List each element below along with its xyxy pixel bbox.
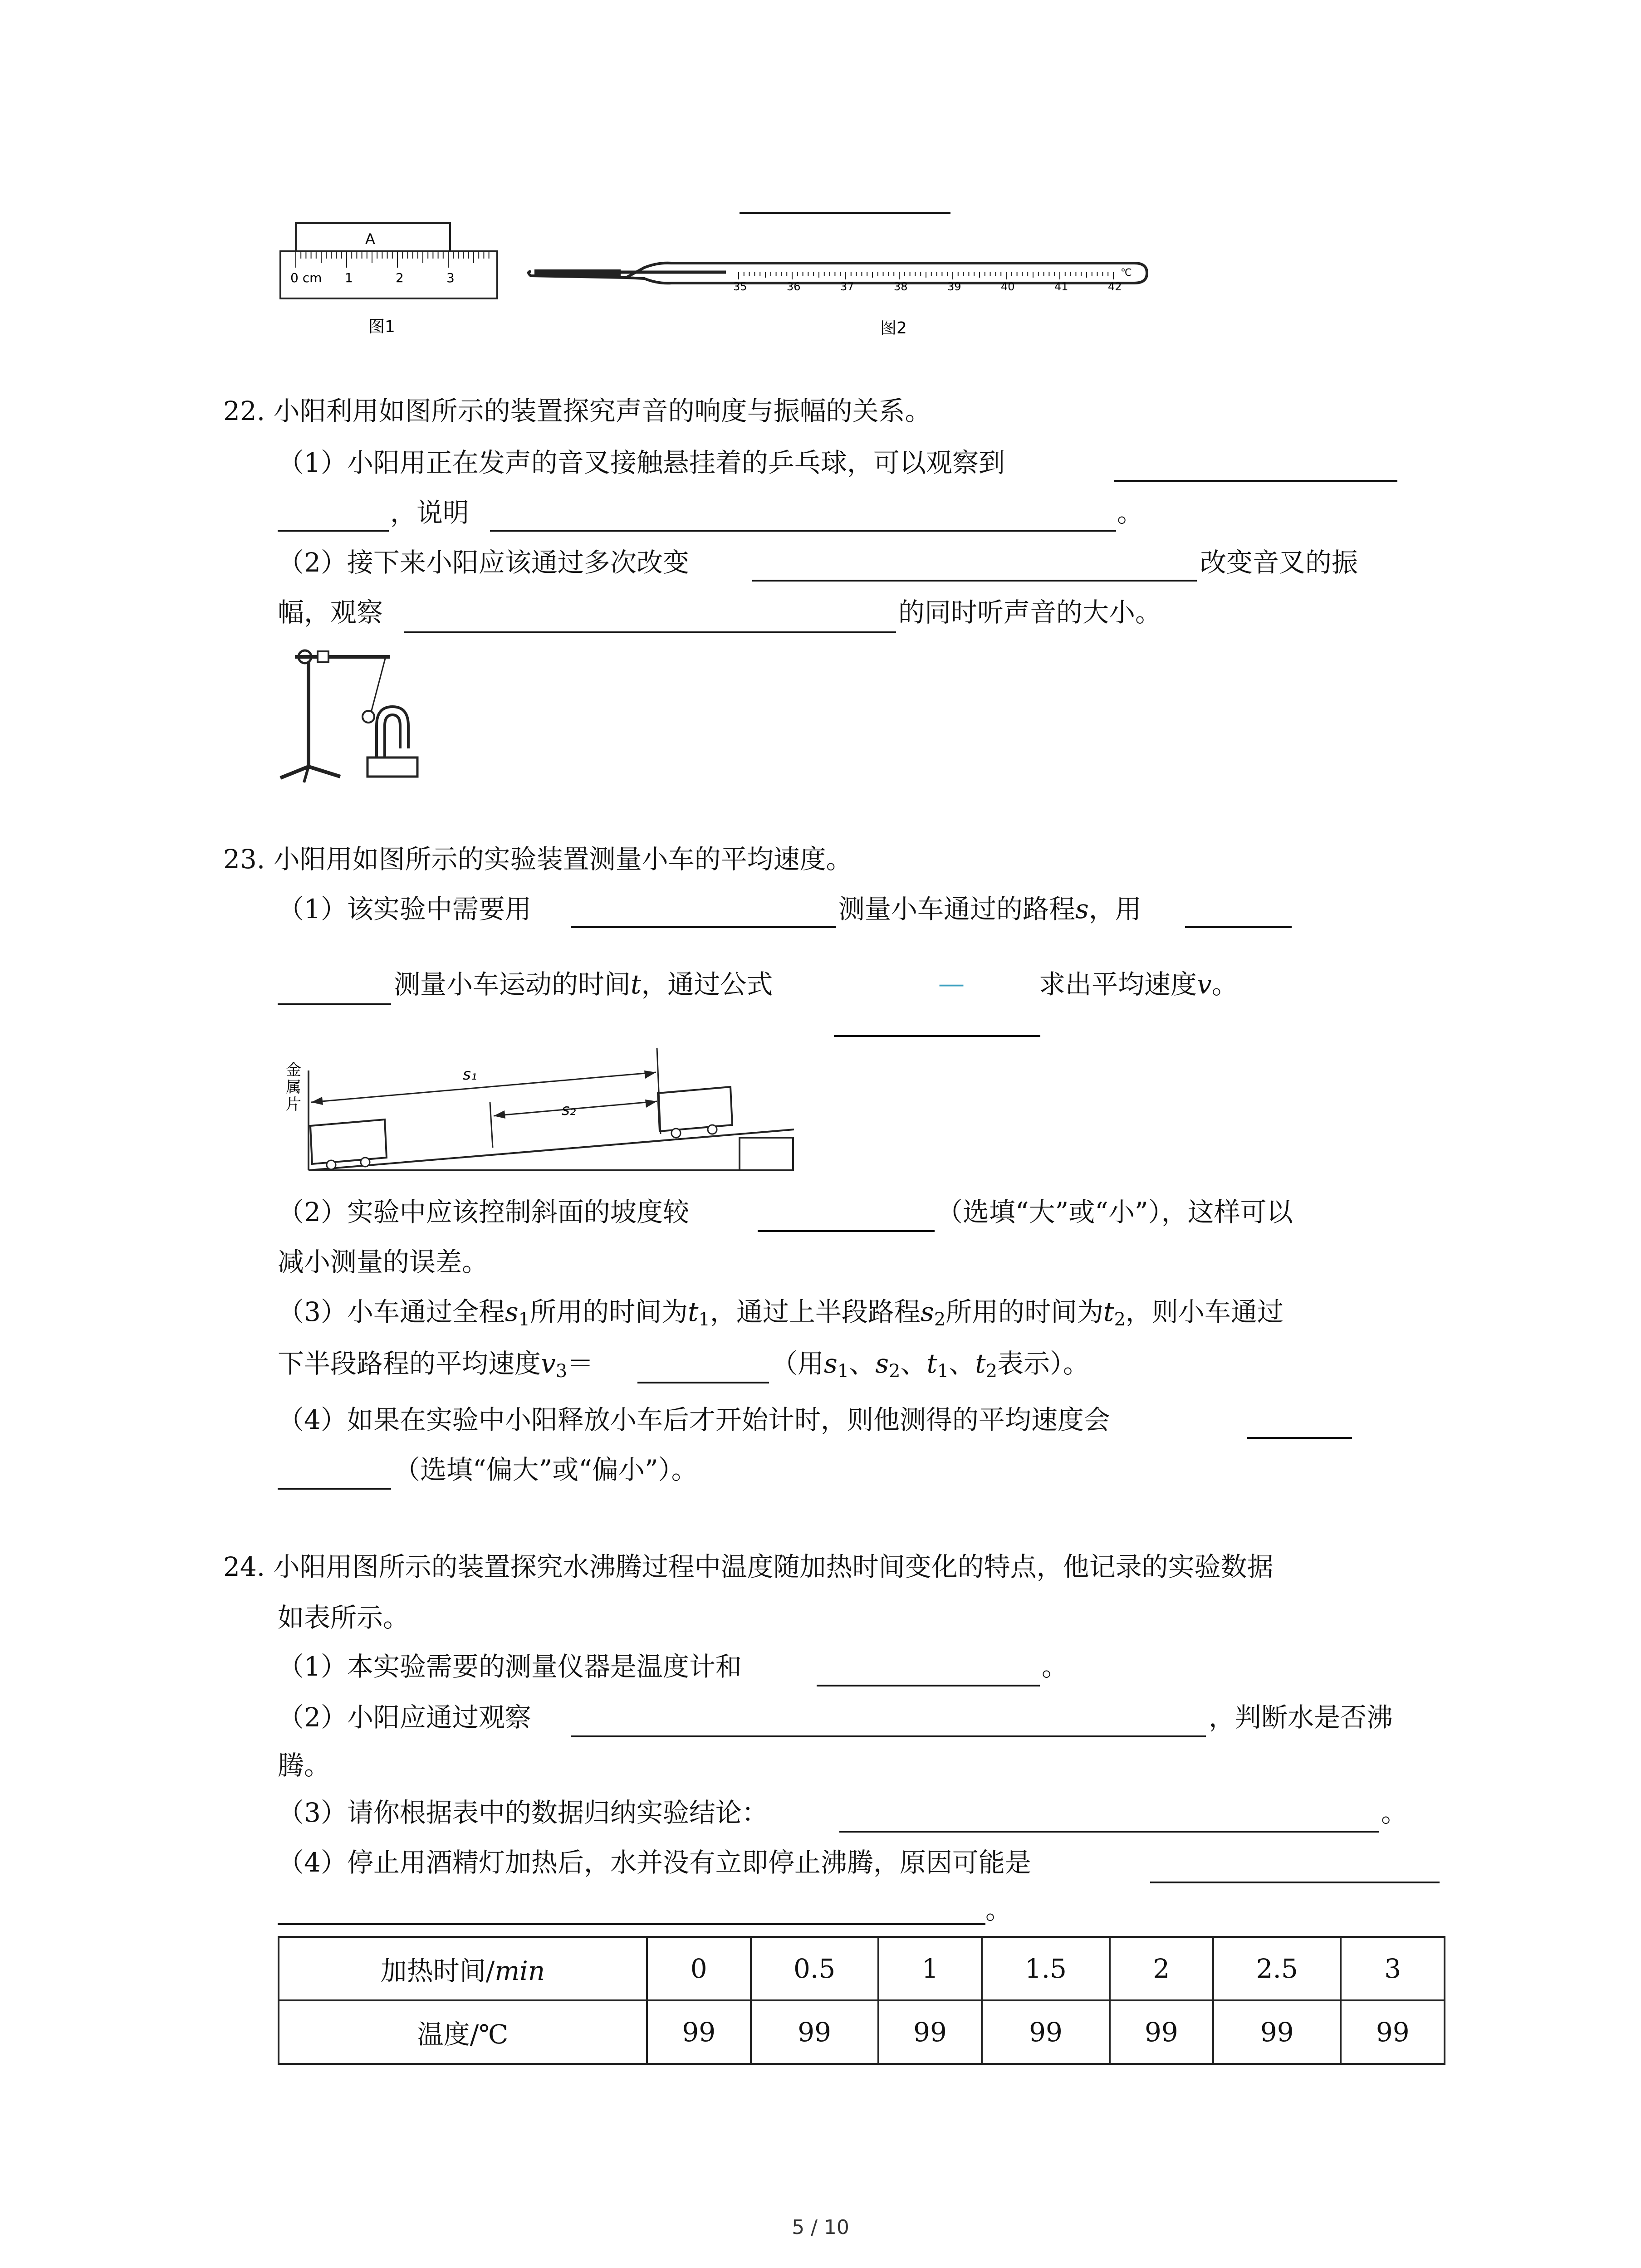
q24-part2-end: 腾。	[278, 1750, 331, 1781]
page-number: 5 / 10	[792, 2216, 849, 2239]
q23-p3-t1: t	[688, 1296, 699, 1327]
q23-p1-text-g: 。	[1211, 969, 1238, 1000]
stand-leg-right	[309, 767, 340, 777]
q23-part1-line2b	[1039, 966, 1238, 1002]
q24-part3-end: 。	[1381, 1797, 1408, 1828]
thermometer-figure	[526, 245, 1152, 354]
thermometer-tick-label: 42	[1108, 280, 1122, 293]
q23-part2-text: （2）实验中应该控制斜面的坡度较	[278, 1197, 689, 1227]
cart-bottom-wheel-2	[361, 1158, 370, 1167]
fig2-caption: 图2	[880, 319, 907, 337]
fork-base	[367, 758, 417, 777]
s2-start-mark	[490, 1102, 493, 1148]
s1-arrowhead-right	[644, 1070, 656, 1079]
thermometer-tick-label: 35	[733, 280, 747, 293]
q23-p1-text-e: ，通过公式	[641, 969, 773, 1000]
table-cell-temp: 99	[878, 2000, 982, 2064]
table-cell-time: 0.5	[751, 1937, 878, 2000]
q22-blank-explain[interactable]	[490, 530, 1116, 532]
q23-p3-text-a: （3）小车通过全程	[278, 1296, 505, 1327]
q23-p3-s1-sub: 1	[518, 1309, 530, 1330]
cart-bottom-wheel-1	[327, 1160, 336, 1169]
q23-p3-v3-sub: 3	[555, 1361, 568, 1382]
boiling-data-table	[278, 1936, 1445, 2065]
thermometer-tick-label: 39	[947, 280, 961, 293]
ruler-tick-label-1: 1	[345, 270, 353, 285]
q24-part2-mid: ，判断水是否沸	[1209, 1702, 1393, 1733]
table-cell-time: 0	[647, 1937, 751, 2000]
q22-blank-change[interactable]	[752, 580, 1197, 582]
q24-part3-text: （3）请你根据表中的数据归纳实验结论：	[278, 1797, 768, 1828]
s2-arrowhead-left	[494, 1110, 505, 1119]
ruler-tick-label-2: 2	[396, 270, 404, 285]
s2-label: s₂	[562, 1101, 576, 1119]
q23-p3-text-j: 表示）。	[997, 1348, 1090, 1379]
thermometer-tick-label: 40	[1001, 280, 1015, 293]
cart-top-wheel-2	[708, 1125, 717, 1134]
table-cell-temp: 99	[1213, 2000, 1341, 2064]
cart-bottom	[310, 1119, 387, 1164]
q23-stem: 23. 小阳用如图所示的实验装置测量小车的平均速度。	[223, 844, 852, 875]
q22-part2-mid: 改变音叉的振	[1200, 547, 1358, 578]
table-header-time-text: 加热时间/	[380, 1955, 495, 1986]
q22-part1-text: （1）小阳用正在发声的音叉接触悬挂着的乒乓球，可以观察到	[278, 447, 1005, 478]
q23-p3-s1b-sub: 1	[837, 1361, 849, 1382]
q23-p3-s2: s	[920, 1296, 934, 1327]
incline-figure	[281, 1039, 803, 1175]
q23-part3-line2b	[771, 1345, 1089, 1389]
q23-p1-text-b: 测量小车通过的路程	[838, 894, 1076, 924]
q24-blank-observe[interactable]	[571, 1735, 1206, 1737]
q23-formula-dash: —	[938, 968, 965, 999]
q22-part2-end: 的同时听声音的大小。	[898, 597, 1162, 628]
q22-part2-observe: 幅，观察	[278, 597, 383, 628]
q23-p3-s2-b: s	[875, 1348, 889, 1379]
q22-blank-observe-a[interactable]	[1114, 480, 1397, 482]
ruler-ticks	[296, 252, 489, 268]
ruler-tick-label-0: 0 cm	[290, 270, 322, 285]
incline-support-block	[740, 1138, 793, 1170]
q23-blank-timer-a[interactable]	[1185, 926, 1292, 928]
q23-p3-text-f: 下半段路程的平均速度	[278, 1348, 541, 1379]
q23-var-v: v	[1197, 969, 1212, 1000]
q23-p3-text-d: 所用的时间为	[945, 1296, 1104, 1327]
thermometer-tick-label: 41	[1054, 280, 1068, 293]
q24-part2-text: （2）小阳应通过观察	[278, 1702, 531, 1733]
thermometer-bulb	[534, 269, 621, 277]
tuning-fork-figure	[272, 635, 436, 785]
q24-part1-text: （1）本实验需要的测量仪器是温度计和	[278, 1651, 742, 1682]
pendulum-thread	[371, 657, 386, 712]
thermometer-ticks	[739, 272, 1113, 279]
q23-part2-end: 减小测量的误差。	[278, 1246, 489, 1277]
table-cell-time: 3	[1341, 1937, 1445, 2000]
q22-blank-observe-b[interactable]	[278, 530, 389, 532]
q24-blank-reason-b[interactable]	[278, 1923, 985, 1925]
q24-part4-text: （4）停止用酒精灯加热后，水并没有立即停止沸腾，原因可能是	[278, 1847, 1031, 1878]
q23-blank-slope[interactable]	[758, 1230, 935, 1232]
q24-blank-reason-a[interactable]	[1150, 1882, 1440, 1883]
table-cell-time: 2	[1110, 1937, 1214, 2000]
tuning-fork	[377, 707, 408, 758]
q23-p3-t1-b: t	[926, 1348, 937, 1379]
q23-part3-line2a	[278, 1345, 593, 1389]
table-header-time	[279, 1937, 647, 2000]
q23-part4-text: （4）如果在实验中小阳释放小车后才开始计时，则他测得的平均速度会	[278, 1404, 1110, 1435]
table-cell-time: 2.5	[1213, 1937, 1341, 2000]
q23-p3-text-c: ，通过上半段路程	[710, 1296, 921, 1327]
s1-arrowhead-left	[311, 1097, 323, 1105]
table-row-time	[279, 1937, 1445, 2000]
q22-blank-observe-ball[interactable]	[404, 631, 896, 633]
q24-stem-line2: 如表所示。	[278, 1602, 410, 1633]
q23-p3-equals: ＝	[567, 1348, 594, 1379]
q23-p3-sep-2: 、	[900, 1348, 927, 1379]
q23-var-t: t	[631, 969, 642, 1000]
q23-blank-ruler[interactable]	[571, 926, 836, 928]
q23-p3-s1: s	[505, 1296, 519, 1327]
thermometer-tick-label: 36	[787, 280, 801, 293]
cart-top-wheel-1	[671, 1129, 681, 1138]
q23-p3-text-b: 所用的时间为	[530, 1296, 688, 1327]
q23-p3-t2-b: t	[975, 1348, 986, 1379]
q23-p3-s1-b: s	[824, 1348, 838, 1379]
table-cell-time: 1.5	[982, 1937, 1109, 2000]
q23-p3-v3: v	[541, 1348, 556, 1379]
q23-p3-t2b-sub: 2	[985, 1361, 998, 1382]
clamp	[318, 651, 328, 662]
q23-var-s: s	[1075, 894, 1089, 924]
q23-p3-s2-sub: 2	[934, 1309, 946, 1330]
table-cell-temp: 99	[1341, 2000, 1445, 2064]
ruler-tick-label-3: 3	[446, 270, 455, 285]
table-header-temperature: 温度/℃	[279, 2000, 647, 2064]
q23-blank-timer-b[interactable]	[278, 1003, 391, 1005]
block-label: A	[365, 230, 375, 248]
metal-label-1: 金	[286, 1061, 301, 1079]
q23-p3-sep-1: 、	[849, 1348, 876, 1379]
q23-p3-t1-sub: 1	[698, 1309, 710, 1330]
ping-pong-ball	[362, 711, 374, 723]
thermometer-tick-label: 37	[840, 280, 854, 293]
q23-part1-line2	[394, 966, 773, 1002]
q23-p1-text-c: ，用	[1088, 894, 1141, 924]
q23-blank-formula[interactable]	[834, 1035, 1040, 1037]
q23-p3-text-e: ，则小车通过	[1125, 1296, 1283, 1327]
q23-part3-line1	[278, 1294, 1283, 1338]
q23-part2-choice: （选填“大”或“小”），这样可以	[936, 1197, 1293, 1227]
q22-part2-text: （2）接下来小阳应该通过多次改变	[278, 547, 689, 578]
q24-part1-end: 。	[1042, 1651, 1068, 1682]
table-cell-time: 1	[878, 1937, 982, 2000]
q24-blank-instrument[interactable]	[817, 1685, 1040, 1686]
thermometer-unit: ℃	[1121, 267, 1132, 279]
q23-p3-sep-3: 、	[949, 1348, 975, 1379]
q23-part4-choice: （选填“偏大”或“偏小”）。	[394, 1454, 698, 1485]
table-header-time-unit: min	[495, 1955, 545, 1986]
q23-blank-timing-a[interactable]	[1247, 1437, 1352, 1439]
q23-p3-s2b-sub: 2	[889, 1361, 901, 1382]
q23-p3-text-h: （用	[771, 1348, 824, 1379]
q24-blank-conclusion[interactable]	[839, 1831, 1379, 1833]
q23-p3-t1b-sub: 1	[937, 1361, 949, 1382]
q23-p3-t2: t	[1103, 1296, 1114, 1327]
fig2-answer-blank[interactable]	[740, 212, 950, 214]
q23-blank-v3[interactable]	[637, 1382, 769, 1383]
q23-p1-text-a: （1）该实验中需要用	[278, 894, 531, 924]
q23-p1-text-f: 求出平均速度	[1039, 969, 1197, 1000]
q23-blank-timing-b[interactable]	[278, 1488, 391, 1490]
q23-part1-line1b	[838, 891, 1141, 927]
q22-part1-end: 。	[1117, 497, 1144, 528]
s1-label: s₁	[463, 1066, 477, 1084]
fig1-caption: 图1	[368, 318, 395, 336]
ruler-figure	[272, 218, 508, 354]
s1-arrow	[311, 1072, 656, 1102]
table-row-temperature	[279, 2000, 1445, 2064]
q22-stem: 22. 小阳利用如图所示的装置探究声音的响度与振幅的关系。	[223, 396, 931, 426]
q24-stem-line1: 24. 小阳用图所示的装置探究水沸腾过程中温度随加热时间变化的特点，他记录的实验数据	[223, 1551, 1274, 1582]
metal-label-2: 属	[286, 1078, 301, 1096]
q22-part1-explain: ，说明	[390, 497, 470, 528]
q23-p1-text-d: 测量小车运动的时间	[394, 969, 631, 1000]
stand-leg-left	[280, 767, 309, 778]
metal-label-3: 片	[286, 1095, 301, 1114]
thermometer-tick-label: 38	[894, 280, 908, 293]
table-cell-temp: 99	[751, 2000, 878, 2064]
s2-arrowhead-right	[645, 1100, 657, 1108]
cart-top	[658, 1087, 732, 1131]
table-cell-temp: 99	[647, 2000, 751, 2064]
q23-part1-line1	[278, 891, 531, 927]
table-cell-temp: 99	[1110, 2000, 1214, 2064]
q24-part4-end: 。	[985, 1894, 1012, 1925]
table-cell-temp: 99	[982, 2000, 1109, 2064]
q23-p3-t2-sub: 2	[1114, 1309, 1126, 1330]
